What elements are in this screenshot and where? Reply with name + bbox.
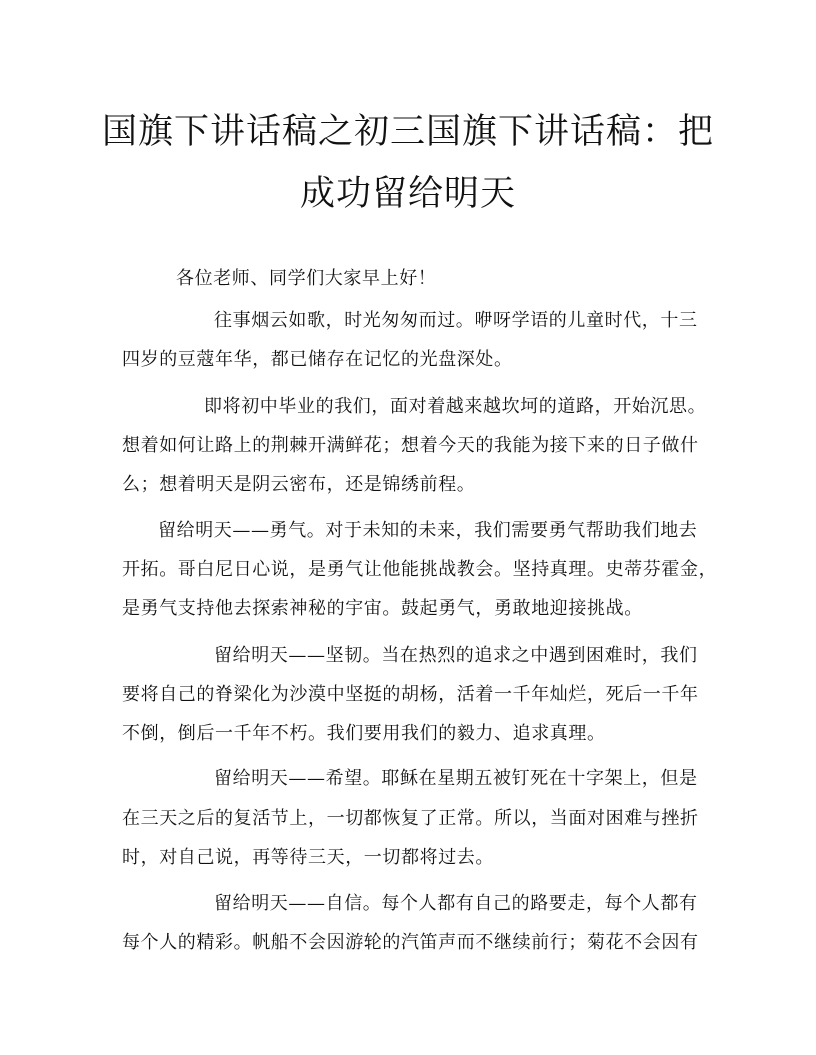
paragraph-line: 即将初中毕业的我们，面对着越来越坎坷的道路，开始沉思。 (204, 396, 707, 417)
paragraph-line: 是勇气支持他去探索神秘的宇宙。鼓起勇气，勇敢地迎接挑战。 (122, 598, 643, 619)
paragraph-line: 留给明天——希望。耶稣在星期五被钉死在十字架上，但是 (214, 768, 698, 789)
document-title-line-1: 国旗下讲话稿之初三国旗下讲话稿：把 (101, 112, 714, 152)
paragraph-line: 开拓。哥白尼日心说，是勇气让他能挑战教会。坚持真理。史蒂芬霍金， (122, 559, 718, 580)
document-title-line-2: 成功留给明天 (299, 174, 516, 214)
greeting-line: 各位老师、同学们大家早上好！ (176, 268, 437, 289)
paragraph-line: 不倒，倒后一千年不朽。我们要用我们的毅力、追求真理。 (122, 723, 606, 744)
paragraph-line: 要将自己的脊梁化为沙漠中坚挺的胡杨，活着一千年灿烂，死后一千年 (122, 684, 699, 705)
paragraph-line: 时，对自己说，再等待三天，一切都将过去。 (122, 847, 494, 868)
paragraph-line: 想着如何让路上的荆棘开满鲜花；想着今天的我能为接下来的日子做什 (122, 435, 699, 456)
paragraph-line: 留给明天——坚韧。当在热烈的追求之中遇到困难时，我们 (214, 645, 698, 666)
paragraph-line: 留给明天——自信。每个人都有自己的路要走，每个人都有 (214, 893, 698, 914)
paragraph-line: 留给明天——勇气。对于未知的未来，我们需要勇气帮助我们地去 (158, 520, 698, 541)
paragraph-line: 往事烟云如歌，时光匆匆而过。咿呀学语的儿童时代，十三 (214, 310, 698, 331)
paragraph-line: 在三天之后的复活节上，一切都恢复了正常。所以，当面对困难与挫折 (122, 808, 699, 829)
paragraph-line: 么；想着明天是阴云密布，还是锦绣前程。 (122, 474, 476, 495)
paragraph-line: 每个人的精彩。帆船不会因游轮的汽笛声而不继续前行；菊花不会因有 (122, 932, 699, 953)
paragraph-line: 四岁的豆蔻年华，都已储存在记忆的光盘深处。 (122, 349, 513, 370)
